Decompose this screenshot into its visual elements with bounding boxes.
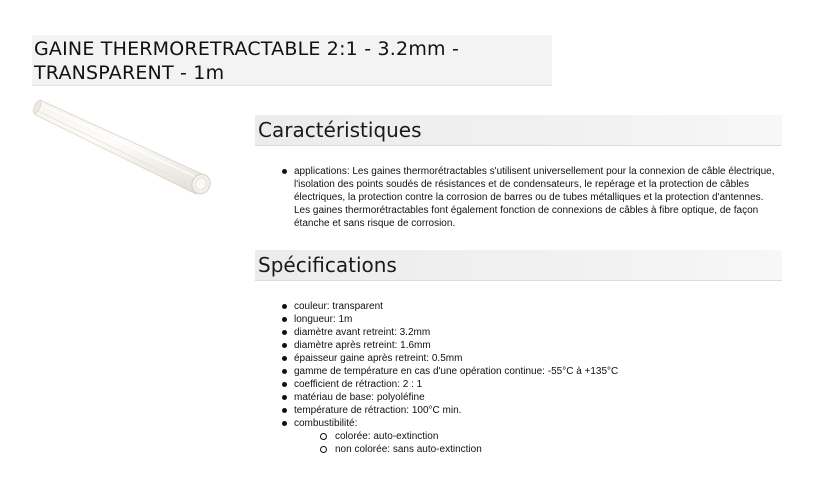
section-header-specifications bbox=[255, 250, 782, 281]
bullet-icon bbox=[282, 382, 287, 387]
list-item bbox=[282, 300, 782, 313]
page-title: GAINE THERMORETRACTABLE 2:1 - 3.2mm - TRANSPARENT - 1m bbox=[34, 38, 460, 84]
list-item-text: combustibilité: bbox=[294, 418, 358, 429]
section-heading: Spécifications bbox=[258, 253, 397, 277]
bullet-icon bbox=[282, 343, 287, 348]
list-item bbox=[282, 352, 782, 365]
bullet-icon bbox=[282, 330, 287, 335]
caracteristiques-list bbox=[282, 165, 782, 230]
bullet-icon bbox=[282, 421, 287, 426]
list-item bbox=[282, 326, 782, 339]
list-item bbox=[282, 365, 782, 378]
bullet-icon bbox=[282, 304, 287, 309]
list-item-text: diamètre après retreint: 1.6mm bbox=[294, 340, 431, 351]
list-item-text: coefficient de rétraction: 2 : 1 bbox=[294, 379, 423, 390]
bullet-icon bbox=[282, 356, 287, 361]
sub-list-item-text: non colorée: sans auto-extinction bbox=[335, 444, 482, 455]
bullet-icon bbox=[282, 369, 287, 374]
section-heading: Caractéristiques bbox=[258, 118, 422, 142]
combustibilite-sub-list bbox=[294, 430, 782, 456]
list-item-text: couleur: transparent bbox=[294, 301, 383, 312]
heat-shrink-tube-image bbox=[18, 92, 238, 332]
section-header-caracteristiques bbox=[255, 115, 782, 146]
sub-list-item bbox=[320, 443, 782, 456]
list-item-text: applications: Les gaines thermorétractables s'utilisent universellement pour la connexion de câble électrique, l'isolation des points soudés de résistances et de condensateurs, le repérage et la protection de câbles électriques, la protection contre la corrosion de barres ou de tubes métalliques et la protection d'antennes. Les gaines thermorétractables font également fonction de connexions de câbles à fibre optique, de façon étanche et sans risque de corrosion. bbox=[294, 166, 775, 229]
list-item bbox=[282, 404, 782, 417]
list-item bbox=[282, 313, 782, 326]
title-box bbox=[32, 35, 552, 86]
list-item-text: diamètre avant retreint: 3.2mm bbox=[294, 327, 431, 338]
circle-bullet-icon bbox=[320, 446, 327, 453]
list-item bbox=[282, 339, 782, 352]
circle-bullet-icon bbox=[320, 433, 327, 440]
sub-list-item bbox=[320, 430, 782, 443]
list-item-text: gamme de température en cas d'une opération continue: -55°C à +135°C bbox=[294, 366, 619, 377]
bullet-icon bbox=[282, 395, 287, 400]
list-item bbox=[282, 165, 782, 230]
specifications-list bbox=[282, 300, 782, 456]
list-item bbox=[282, 417, 782, 456]
bullet-icon bbox=[282, 169, 287, 174]
list-item bbox=[282, 391, 782, 404]
list-item-text: température de rétraction: 100°C min. bbox=[294, 405, 462, 416]
list-item bbox=[282, 378, 782, 391]
list-item-text: épaisseur gaine après retreint: 0.5mm bbox=[294, 353, 463, 364]
list-item-text: longueur: 1m bbox=[294, 314, 353, 325]
sub-list-item-text: colorée: auto-extinction bbox=[335, 431, 439, 442]
bullet-icon bbox=[282, 408, 287, 413]
list-item-text: matériau de base: polyoléfine bbox=[294, 392, 425, 403]
bullet-icon bbox=[282, 317, 287, 322]
